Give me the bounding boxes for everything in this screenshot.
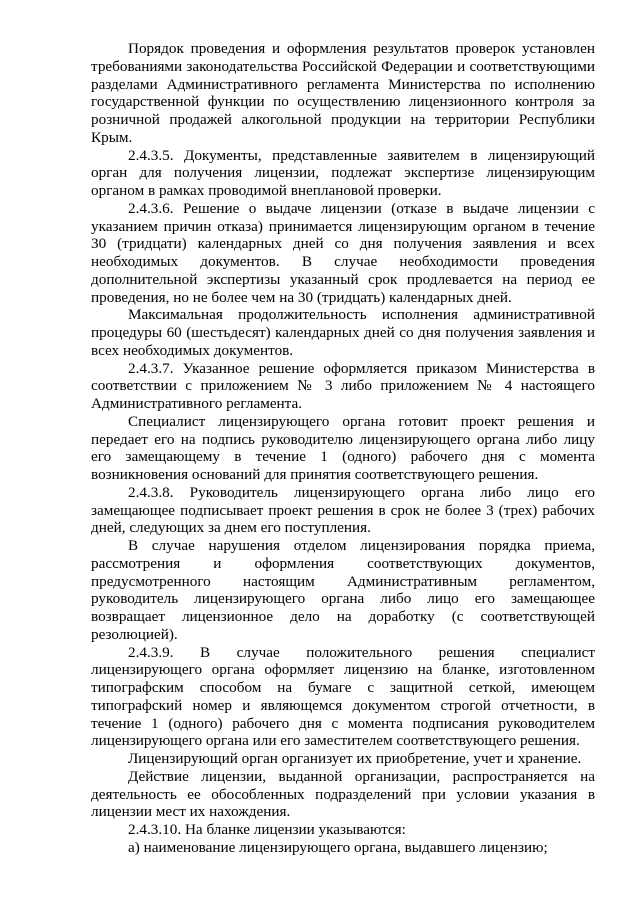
paragraph-2-4-3-9: 2.4.3.9. В случае положительного решения специалист лицензирующего органа оформляет лицензию на бланке, изготовленном типографским способом на бумаге с защитной сеткой, имеющем типографский номер и являющемся документом строгой отчетности, в течение 1 (одного) рабочего дня с момента подписания руководителем лицензирующего органа или его заместителем соответствующего решения. <box>91 643 595 750</box>
document-page <box>91 40 595 857</box>
paragraph-2-4-3-8: 2.4.3.8. Руководитель лицензирующего органа либо лицо его замещающее подписывает проект решения в срок не более 3 (трех) рабочих дней, следующих за днем его поступления. <box>91 483 595 537</box>
paragraph-forms-storage: Лицензирующий орган организует их приобретение, учет и хранение. <box>128 750 582 767</box>
paragraph-2-4-3-7: 2.4.3.7. Указанное решение оформляется приказом Министерства в соответствии с приложением № 3 либо приложением № 4 настоящего Административного регламента. <box>91 359 595 412</box>
paragraph-license-scope: Действие лицензии, выданной организации, распространяется на деятельность ее обособленных подразделений при условии указания в лицензии мест их нахождения. <box>91 767 595 821</box>
paragraph-violation-return: В случае нарушения отделом лицензирования порядка приема, рассмотрения и оформления соответствующих документов, предусмотренного настоящим Административным регламентом, руководитель лицензирующего органа либо лицо его замещающее возвращает лицензионное дело на доработку (с соответствующей резолюцией). <box>91 537 595 643</box>
paragraph-2-4-3-6: 2.4.3.6. Решение о выдаче лицензии (отказе в выдаче лицензии с указанием причин отказа) принимается лицензирующим органом в течение 30 (тридцати) календарных дней со дня получения заявления и всех необходимых документов. В случае необходимости проведения дополнительной экспертизы указанный срок продлевается на период ее проведения, но не более чем на 30 (тридцать) календарных дней. <box>91 199 595 306</box>
paragraph-2-4-3-10: 2.4.3.10. На бланке лицензии указываются: <box>128 821 406 838</box>
paragraph-inspection-procedure: Порядок проведения и оформления результатов проверок установлен требованиями законодательства Российской Федерации и соответствующими разделами Административного регламента Министерства по исполнению государственной функции по осуществлению лицензионного контроля за розничной продажей алкогольной продукции на территории Республики Крым. <box>91 40 595 146</box>
paragraph-max-duration: Максимальная продолжительность исполнения административной процедуры 60 (шестьдесят) календарных дней со дня получения заявления и всех необходимых документов. <box>91 306 595 359</box>
list-item-a: а) наименование лицензирующего органа, выдавшего лицензию; <box>128 838 548 856</box>
paragraph-2-4-3-5: 2.4.3.5. Документы, представленные заявителем в лицензирующий орган для получения лицензии, подлежат экспертизе лицензирующим органом в рамках проводимой внеплановой проверки. <box>91 146 595 199</box>
paragraph-specialist-draft: Специалист лицензирующего органа готовит проект решения и передает его на подпись руководителю лицензирующего органа либо лицу его замещающему в течение 1 (одного) рабочего дня с момента возникновения оснований для принятия соответствующего решения. <box>91 412 595 483</box>
